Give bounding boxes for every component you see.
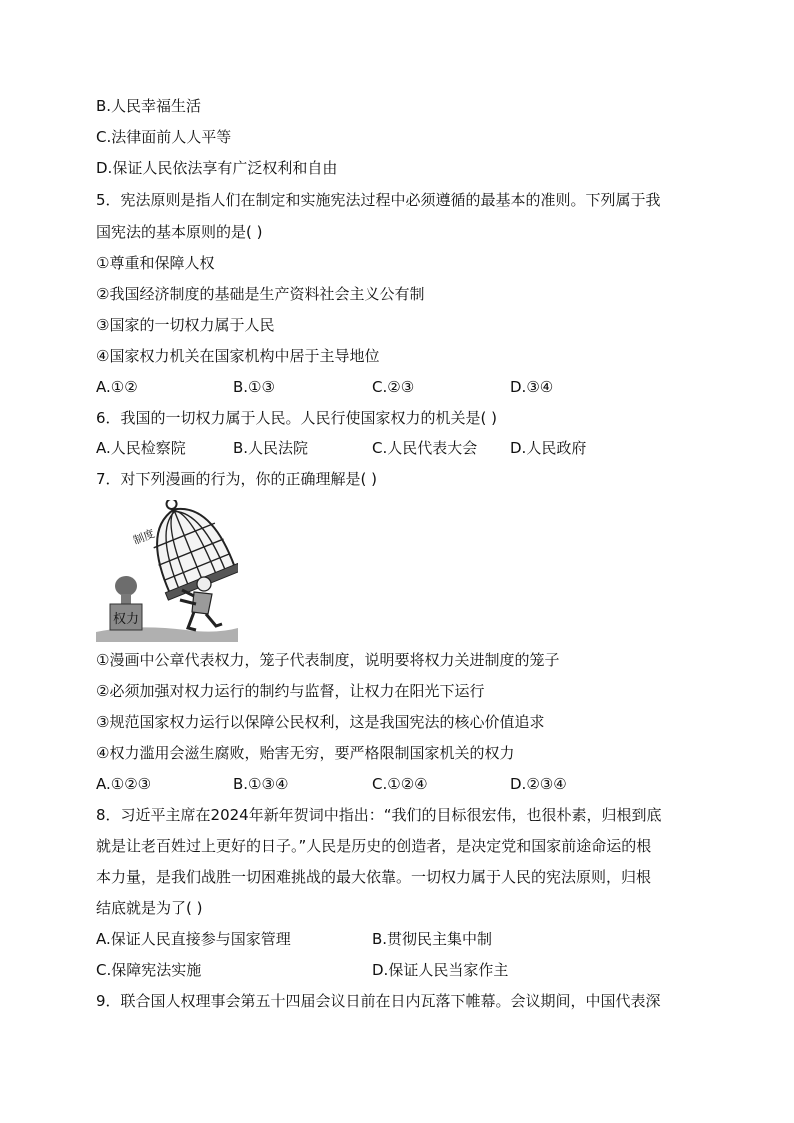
q8-option-b: B.贯彻民主集中制: [372, 930, 493, 948]
q5-option-d: D.③④: [510, 378, 554, 396]
q7-statement-2: ②必须加强对权力运行的制约与监督，让权力在阳光下运行: [96, 682, 485, 700]
q8-option-c: C.保障宪法实施: [96, 961, 202, 979]
q9-stem-line1: 9．联合国人权理事会第五十四届会议日前在日内瓦落下帷幕。会议期间，中国代表深: [96, 992, 661, 1010]
q8-option-d: D.保证人民当家作主: [372, 961, 509, 979]
q7-option-c: C.①②④: [372, 775, 428, 793]
q5-stem-line1: 5．宪法原则是指人们在制定和实施宪法过程中必须遵循的最基本的准则。下列属于我: [96, 191, 661, 209]
q4-option-c: C.法律面前人人平等: [96, 128, 232, 146]
q8-option-a: A.保证人民直接参与国家管理: [96, 930, 291, 948]
q4-option-b: B.人民幸福生活: [96, 97, 202, 115]
q6-option-a: A.人民检察院: [96, 439, 186, 457]
q7-option-d: D.②③④: [510, 775, 567, 793]
q5-option-c: C.②③: [372, 378, 415, 396]
q5-option-b: B.①③: [233, 378, 275, 396]
q7-statement-4: ④权力滥用会滋生腐败，贻害无穷，要严格限制国家机关的权力: [96, 744, 515, 762]
q6-option-b: B.人民法院: [233, 439, 309, 457]
q7-option-b: B.①③④: [233, 775, 289, 793]
q7-stem: 7．对下列漫画的行为，你的正确理解是( ): [96, 470, 378, 488]
q7-statement-1: ①漫画中公章代表权力，笼子代表制度，说明要将权力关进制度的笼子: [96, 651, 560, 669]
seal-label: 权力: [112, 612, 140, 627]
cage-cartoon-image: [96, 500, 238, 642]
q7-option-a: A.①②③: [96, 775, 152, 793]
seal-stamp: [110, 576, 142, 630]
q6-option-c: C.人民代表大会: [372, 439, 478, 457]
q7-statement-3: ③规范国家权力运行以保障公民权利，这是我国宪法的核心价值追求: [96, 713, 545, 731]
q6-stem: 6．我国的一切权力属于人民。人民行使国家权力的机关是( ): [96, 409, 498, 427]
q5-stem-line2: 国宪法的基本原则的是( ): [96, 223, 263, 241]
q5-option-a: A.①②: [96, 378, 138, 396]
q8-stem-line3: 本力量，是我们战胜一切困难挑战的最大依靠。一切权力属于人民的宪法原则，归根: [96, 868, 652, 886]
q5-statement-4: ④国家权力机关在国家机构中居于主导地位: [96, 347, 380, 365]
q6-option-d: D.人民政府: [510, 439, 587, 457]
q5-statement-1: ①尊重和保障人权: [96, 254, 215, 272]
cage-label: 制度: [131, 527, 157, 548]
q8-stem-line1: 8．习近平主席在2024年新年贺词中指出：“我们的目标很宏伟，也很朴素，归根到底: [96, 806, 662, 824]
q5-statement-2: ②我国经济制度的基础是生产资料社会主义公有制: [96, 285, 425, 303]
q8-stem-line2: 就是让老百姓过上更好的日子。”人民是历史的创造者，是决定党和国家前途命运的根: [96, 837, 652, 855]
q5-statement-3: ③国家的一切权力属于人民: [96, 316, 275, 334]
q4-option-d: D.保证人民依法享有广泛权利和自由: [96, 159, 338, 177]
q8-stem-line4: 结底就是为了( ): [96, 899, 203, 917]
birdcage: [124, 500, 238, 604]
